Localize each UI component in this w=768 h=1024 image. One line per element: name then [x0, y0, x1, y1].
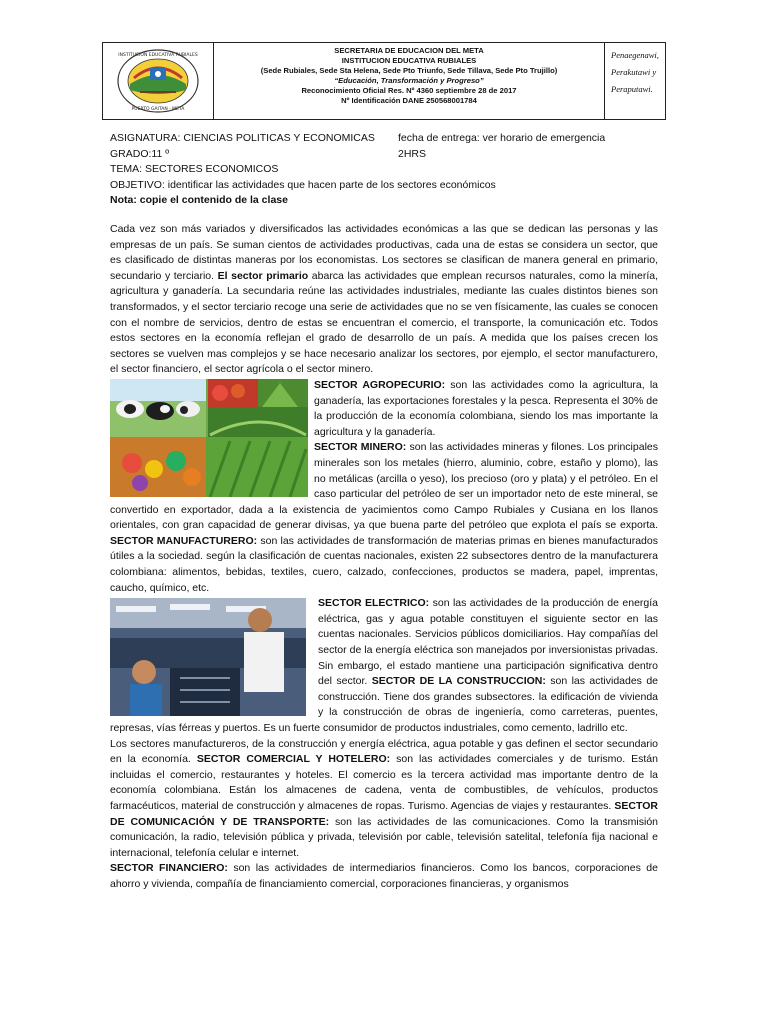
header-line-6: Nº Identificación DANE 250568001784	[341, 96, 477, 105]
header-line-2: INSTITUCION EDUCATIVA RUBIALES	[341, 56, 477, 65]
factory-workers-image	[110, 598, 306, 716]
header-center	[214, 43, 605, 119]
mining-sector-heading: SECTOR MINERO:	[314, 441, 407, 454]
construction-sector-text: son las actividades de construcción. Tiene dos grandes subsectores. la edificación de vivienda y la construcción de obras de ingeniería, como carreteras, puentes, represas, vías férreas y puertos. Es un fuerte consumidor de productos industriales, como cemento, ladrillo etc.	[110, 675, 658, 734]
secondary-paragraph	[110, 737, 658, 862]
grade: GRADO:11 º	[110, 147, 170, 160]
secondary-text: Los sectores manufactureros, de la construcción y energía eléctrica, agua potable y gas definen el sector secundario en la economía.	[110, 737, 658, 766]
header-right-2: Perakutawi y	[611, 67, 657, 77]
school-logo	[103, 43, 214, 119]
intro-text-a: Cada vez son más variados y diversificados las actividades económicas a las que se dedican las personas y las empresas de un país. Se suman cientos de actividades productivas, cada una de estas se considera un sector, que es clasificado de distintas maneras por los economistas. Los sectores se clasifican de manera general en primario, secundario y terciario.	[110, 223, 658, 282]
sector-block-2	[110, 596, 658, 736]
intro-paragraph	[110, 222, 658, 378]
header-motto: “Educación, Transformación y Progreso”	[334, 76, 484, 85]
agro-sector-text: son las actividades como la agricultura, la ganadería, las exportaciones forestales y la pesca. Representa el 30% de la producción de la economía colombiana, siendo los mas importante la agricultura y la ganadería.	[314, 378, 658, 438]
commerce-sector-heading: SECTOR COMERCIAL Y HOTELERO:	[196, 753, 391, 766]
manufacturing-sector-heading: SECTOR MANUFACTURERO:	[110, 534, 258, 547]
commerce-sector-text: son las actividades comerciales y de turismo. Están incluidas el comercio, restaurantes y hoteles. El comercio es la tercera actividad mas importante dentro de la economía colombiana. Están los almacenes de cadena, venta de combustibles, de vehículos, productos farmacéuticos, material de construcción y almacenes de ropas. Turismo. Agencias de viajes y restaurantes.	[110, 753, 658, 812]
hours: 2HRS	[398, 147, 427, 160]
mining-sector-text: son las actividades mineras y filones. Los principales minerales son los metales (hierro, aluminio, cobre, estaño y plomo), las no metálicas (arcilla o yeso), los precioso (oro y plata) y el petróleo. En el caso particular del petróleo de ser un importador neto de este mineral, se convertido en exportador, dada a la existencia de yacimientos como Campo Rubiales y Cusiana en los llanos orientales, con gran capacidad de generar divisas, ya que buena parte del petróleo que explota el país se exporta.	[110, 441, 658, 532]
agro-sector-heading: SECTOR AGROPECURIO:	[314, 378, 446, 391]
sector-block-1	[110, 378, 658, 596]
manufacturing-sector-text-a: son las actividades de transformación de materias primas en bienes manufacturados útiles a la sociedad. según la clasificación de cuentas nacionales, existen 22 subsectores dentro de la manufacturera colombiana: alimentos, bebidas, textiles, cuero, calzado, confecciones, productos se madera, papel, imprentas, caucho, químico, etc.	[110, 534, 658, 594]
assignment-info	[110, 131, 605, 209]
objective: OBJETIVO: identificar las actividades que hacen parte de los sectores económicos	[110, 178, 496, 191]
header-right-3: Peraputawi.	[611, 84, 653, 94]
transport-sector-text: son las actividades de las comunicaciones. Como la transmisión comunicación, la radio, televisión pública y privada, televisión por cable, televisión satelital, telefonía fija nacional e internacional, telefonía celular e internet.	[110, 815, 658, 859]
logo-top-text: INSTITUCION EDUCATIVA RUBIALES	[118, 53, 198, 58]
header-line-5: Reconocimiento Oficial Res. Nº 4360 septiembre 28 de 2017	[301, 86, 517, 95]
construction-sector-heading: SECTOR DE LA CONSTRUCCION:	[371, 675, 546, 688]
delivery-date: fecha de entrega: ver horario de emergencia	[398, 132, 606, 144]
header-right	[605, 43, 665, 119]
header-right-1: Penaegenawi,	[611, 50, 659, 60]
financial-sector-text: son las actividades de intermediarios financieros. Como los bancos, corporaciones de ahorro y vivienda, compañía de financiamiento comercial, corporaciones financieras, y organismos	[110, 862, 658, 890]
document-body	[110, 222, 658, 893]
note: Nota: copie el contenido de la clase	[110, 194, 288, 206]
header-line-3: (Sede Rubiales, Sede Sta Helena, Sede Pto Triunfo, Sede Tillava, Sede Pto Trujillo)	[260, 66, 558, 75]
logo-bottom-text: PUERTO GAITAN - META	[131, 107, 185, 112]
primary-sector-heading: El sector primario	[217, 269, 309, 282]
document-header	[102, 42, 666, 120]
topic: TEMA: SECTORES ECONOMICOS	[110, 163, 279, 175]
financial-paragraph	[110, 861, 658, 892]
header-line-1: SECRETARIA DE EDUCACION DEL META	[334, 46, 484, 55]
electric-sector-text: son las actividades de la producción de energía eléctrica, gas y agua potable constituyen el siguiente sector en las cuentas nacionales. Servicios públicos domiciliarios. Hay compañías del sector de la energía eléctrica son manejados por inversionistas privadas. Sin embargo, el estado mantiene una participación significativa dentro del sector.	[318, 597, 658, 688]
intro-text-b: abarca las actividades que emplean recursos naturales, como la minería, agricultura y ganadería. La secundaria reúne las actividades industriales, mediante las cuales distintos bienes son transformados, y el sector terciario recoge una serie de actividades que no se ven físicamente, las cuales se conocen con el nombre de servicios, dentro de estas se encuentran el comercio, el transporte, la comunicación etc. Todos estos sectores en la economía reflejan el grado de desarrollo de un país. A medida que los países crecen los sectores se vuelven mas complejos y se hace necesario analizar los sectores, por ejemplo, el sector manufacturero, el sector financiero, el sector agrícola o el sector minero.	[110, 269, 658, 376]
subject: ASIGNATURA: CIENCIAS POLITICAS Y ECONOMICAS	[110, 132, 375, 144]
school-seal-icon	[116, 48, 200, 114]
agriculture-collage-image	[110, 379, 308, 497]
electric-sector-heading: SECTOR ELECTRICO:	[318, 597, 430, 610]
financial-sector-heading: SECTOR FINANCIERO:	[110, 862, 228, 875]
transport-sector-heading: SECTOR DE COMUNICACIÓN Y DE TRANSPORTE:	[110, 799, 658, 828]
